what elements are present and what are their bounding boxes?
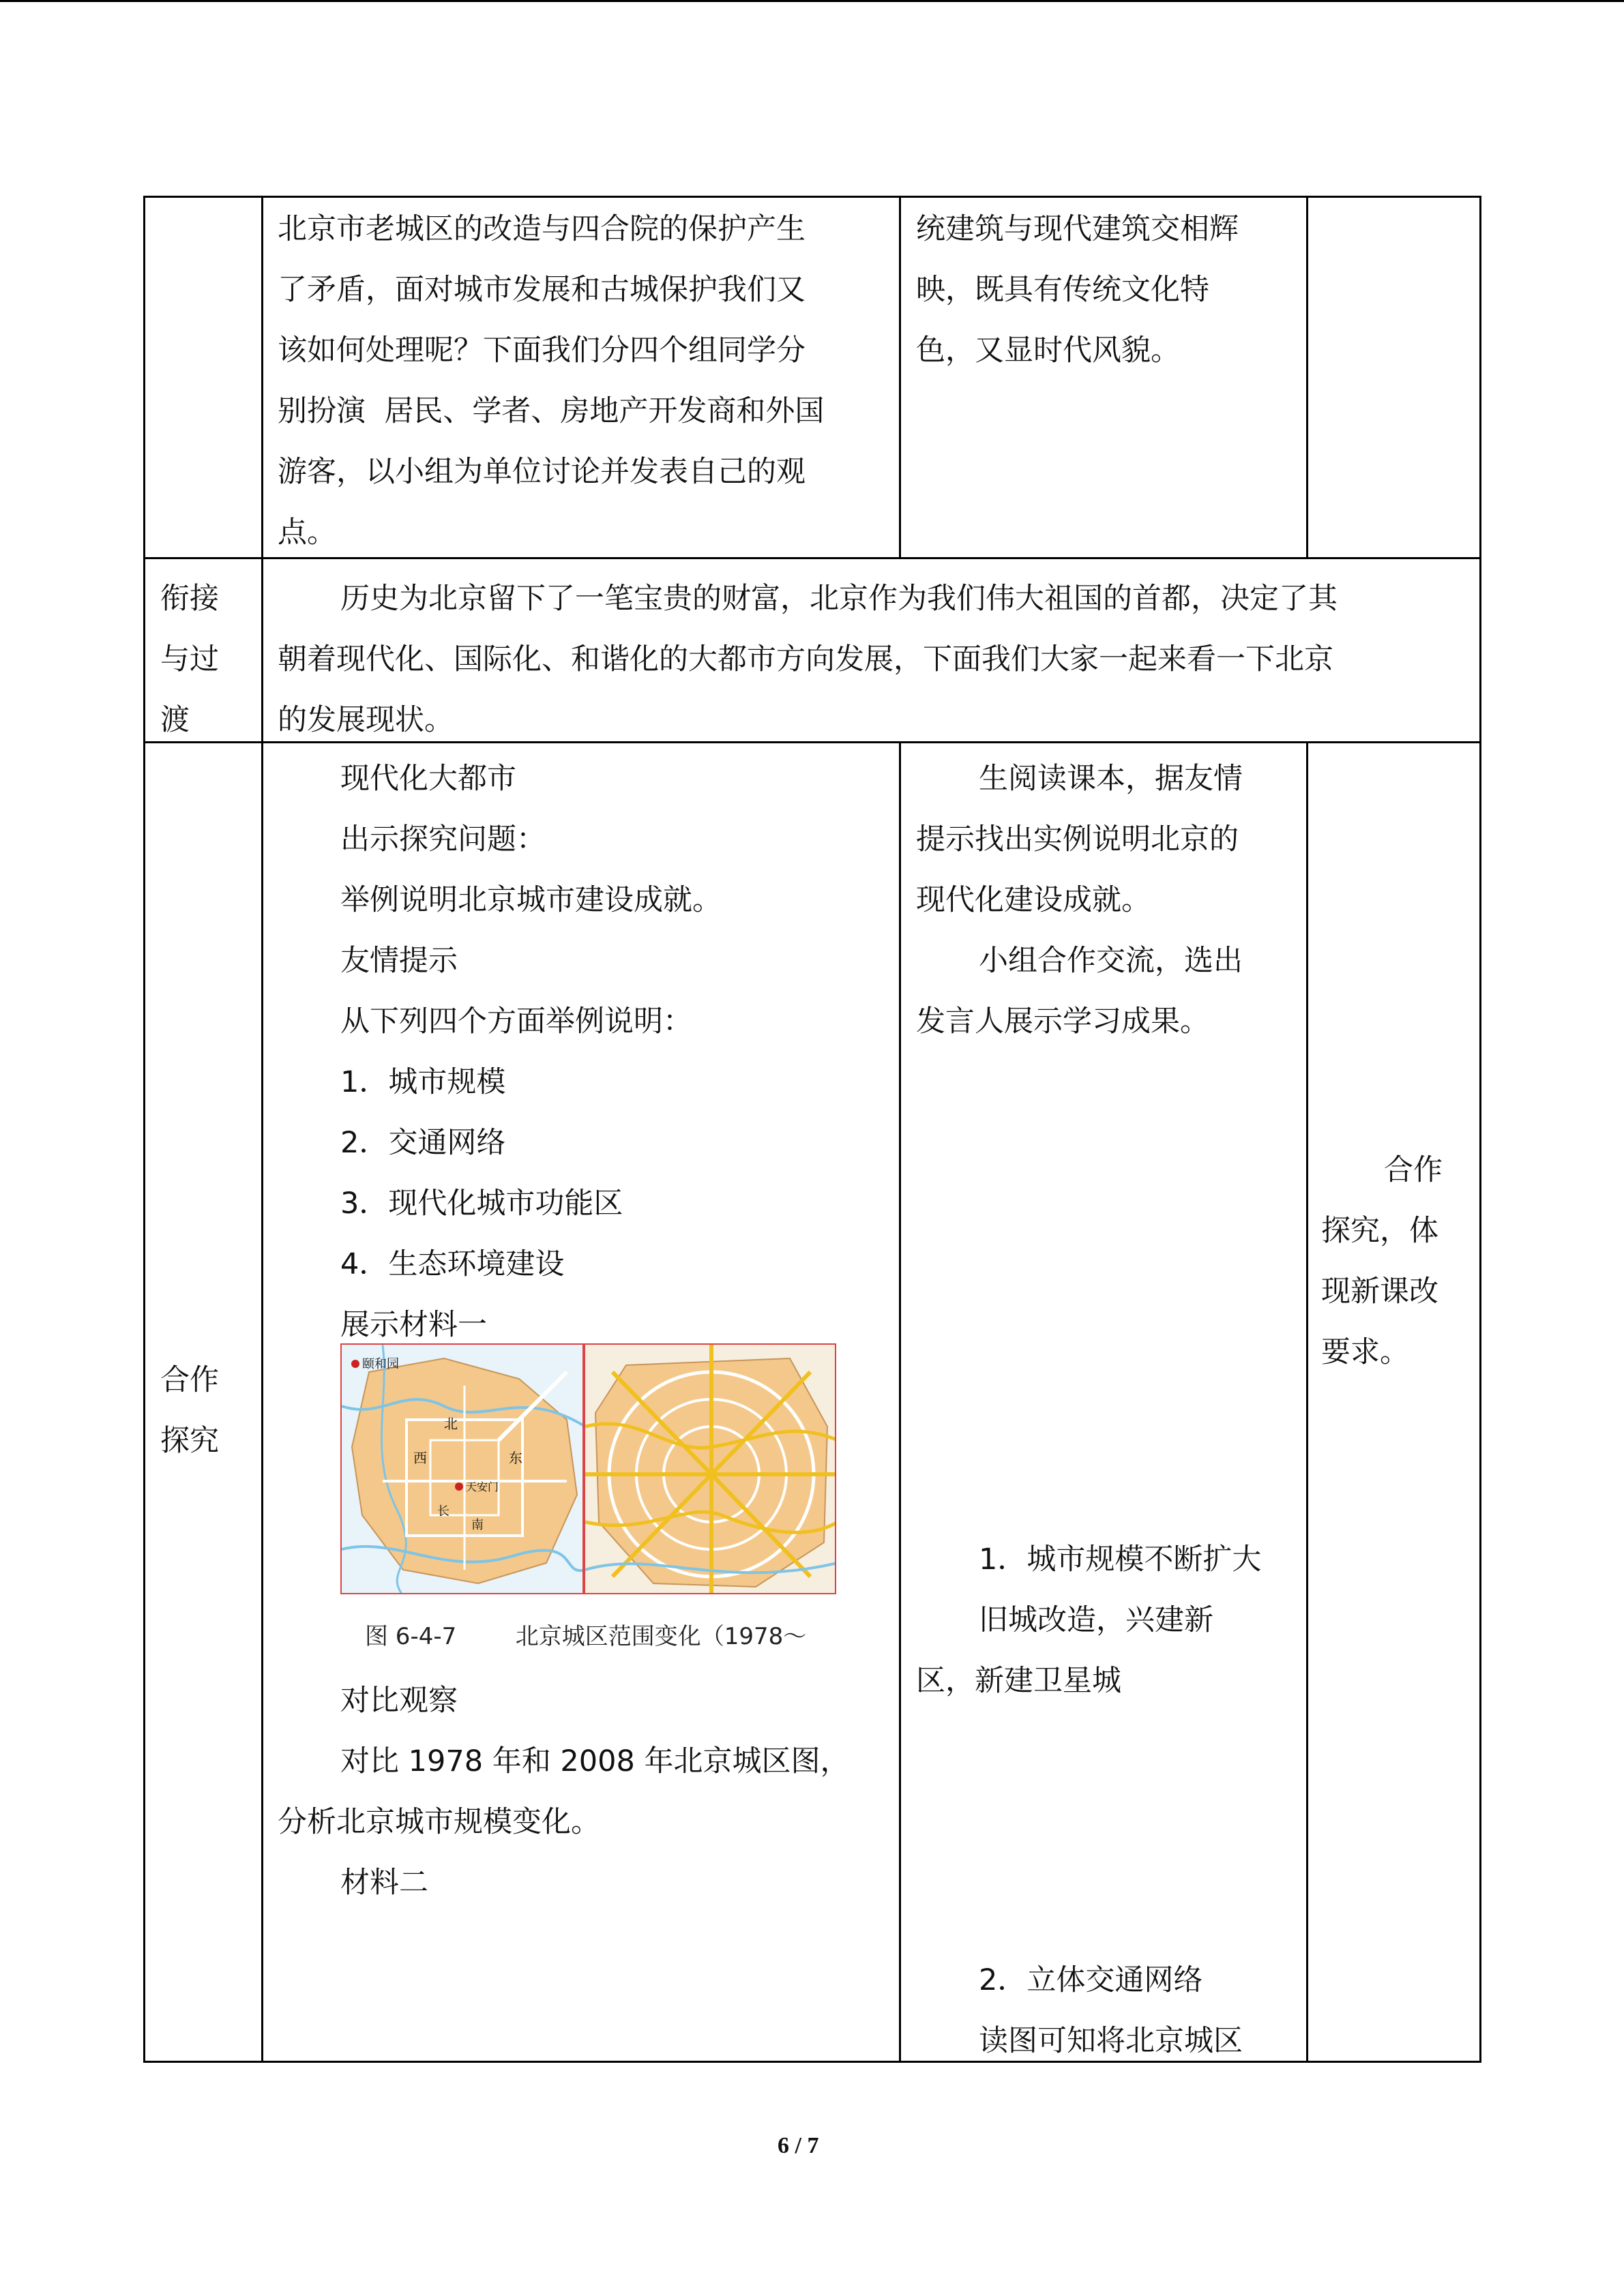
text-line: 北京市老城区的改造与四合院的保护产生 (278, 212, 806, 246)
text-line: 渡 (160, 703, 190, 737)
map-label: 天安门 (466, 1480, 499, 1493)
text-line: 衔接 (160, 582, 219, 616)
row1-student-text (916, 199, 1239, 381)
map-label: 长 (437, 1504, 449, 1519)
text-line: 现新课改 (1321, 1274, 1438, 1309)
text-line: 历史为北京留下了一笔宝贵的财富，北京作为我们伟大祖国的首都，决定了其 (340, 582, 1338, 616)
text-line: 提示找出实例说明北京的 (916, 822, 1239, 856)
text-line: 探究，体 (1321, 1214, 1438, 1248)
list-item: 2．交通网络 (340, 1126, 506, 1160)
row3-student-top (916, 749, 1243, 1052)
list-item: 1．城市规模 (340, 1065, 506, 1099)
text-line: 色，又显时代风貌。 (916, 333, 1180, 368)
page-top-border (0, 0, 1624, 2)
row3-student-bottom (916, 1950, 1243, 2072)
map-1978-graphic (342, 1345, 584, 1594)
text-line: 合作 (160, 1363, 219, 1397)
map-label: 西 (413, 1450, 427, 1466)
text-line: 材料二 (340, 1866, 428, 1900)
text-line: 对比观察 (340, 1684, 458, 1718)
col-divider-3 (1306, 198, 1308, 557)
text-line: 旧城改造，兴建新 (979, 1603, 1213, 1637)
map-label: 北 (444, 1416, 458, 1432)
text-line: 出示探究问题： (340, 822, 546, 856)
text-line: 了矛盾，面对城市发展和古城保护我们又 (278, 273, 806, 307)
map-label: 南 (471, 1518, 484, 1532)
text-line: 举例说明北京城市建设成就。 (340, 883, 722, 917)
map-2008-graphic (585, 1345, 836, 1594)
row3-stage-label (160, 1350, 219, 1472)
list-item: 1．城市规模不断扩大 (979, 1542, 1262, 1577)
text-line: 合作 (1384, 1153, 1443, 1187)
row2-content-text (278, 569, 1338, 751)
text-line: 友情提示 (340, 944, 458, 978)
col-divider-1 (261, 198, 263, 2063)
text-line: 别扮演 居民、学者、房地产开发商和外国 (278, 394, 825, 428)
text-line: 统建筑与现代建筑交相辉 (916, 212, 1239, 246)
text-line: 映，既具有传统文化特 (916, 273, 1209, 307)
list-item: 2．立体交通网络 (979, 1963, 1203, 1997)
text-line: 对比 1978 年和 2008 年北京城区图， (340, 1744, 850, 1778)
col-divider-2b (899, 741, 901, 2063)
text-line: 从下列四个方面举例说明： (340, 1004, 692, 1039)
list-item: 4．生态环境建设 (340, 1247, 565, 1281)
text-line: 分析北京城市规模变化。 (278, 1805, 600, 1839)
text-line: 的发展现状。 (278, 703, 454, 737)
map-label: 东 (509, 1450, 522, 1466)
row3-teacher-top (278, 749, 722, 1356)
text-line: 游客，以小组为单位讨论并发表自己的观 (278, 455, 806, 489)
text-line: 现代化建设成就。 (916, 883, 1151, 917)
row3-intent-text (1321, 1140, 1443, 1383)
text-line: 发言人展示学习成果。 (916, 1004, 1209, 1039)
text-line: 现代化大都市 (340, 762, 516, 796)
text-line: 探究 (160, 1424, 219, 1458)
text-line: 与过 (160, 642, 219, 676)
row1-teacher-text (278, 199, 824, 563)
text-line: 小组合作交流，选出 (979, 944, 1243, 978)
col-divider-2 (899, 198, 901, 557)
text-line: 生阅读课本，据友情 (979, 762, 1243, 796)
map-beijing-2008 (584, 1343, 836, 1594)
text-line: 点。 (278, 516, 336, 550)
map-label: 颐和园 (362, 1357, 399, 1371)
text-line: 朝着现代化、国际化、和谐化的大都市方向发展，下面我们大家一起来看一下北京 (278, 642, 1333, 676)
list-item: 3．现代化城市功能区 (340, 1187, 623, 1221)
text-line: 要求。 (1321, 1335, 1409, 1369)
text-line: 读图可知将北京城区 (979, 2024, 1243, 2058)
page-number: 6 / 7 (778, 2133, 819, 2158)
text-line: 该如何处理呢？下面我们分四个组同学分 (278, 333, 806, 368)
text-line: 区，新建卫星城 (916, 1664, 1121, 1698)
text-line: 展示材料一 (340, 1308, 487, 1342)
map-beijing-1978 (340, 1343, 584, 1594)
row3-student-mid (916, 1530, 1261, 1712)
row2-stage-label (160, 569, 219, 751)
col-divider-3b (1306, 741, 1308, 2063)
figure-caption: 图 6-4-7 北京城区范围变化（1978～ (365, 1623, 807, 1650)
row3-teacher-bottom (278, 1671, 850, 1913)
